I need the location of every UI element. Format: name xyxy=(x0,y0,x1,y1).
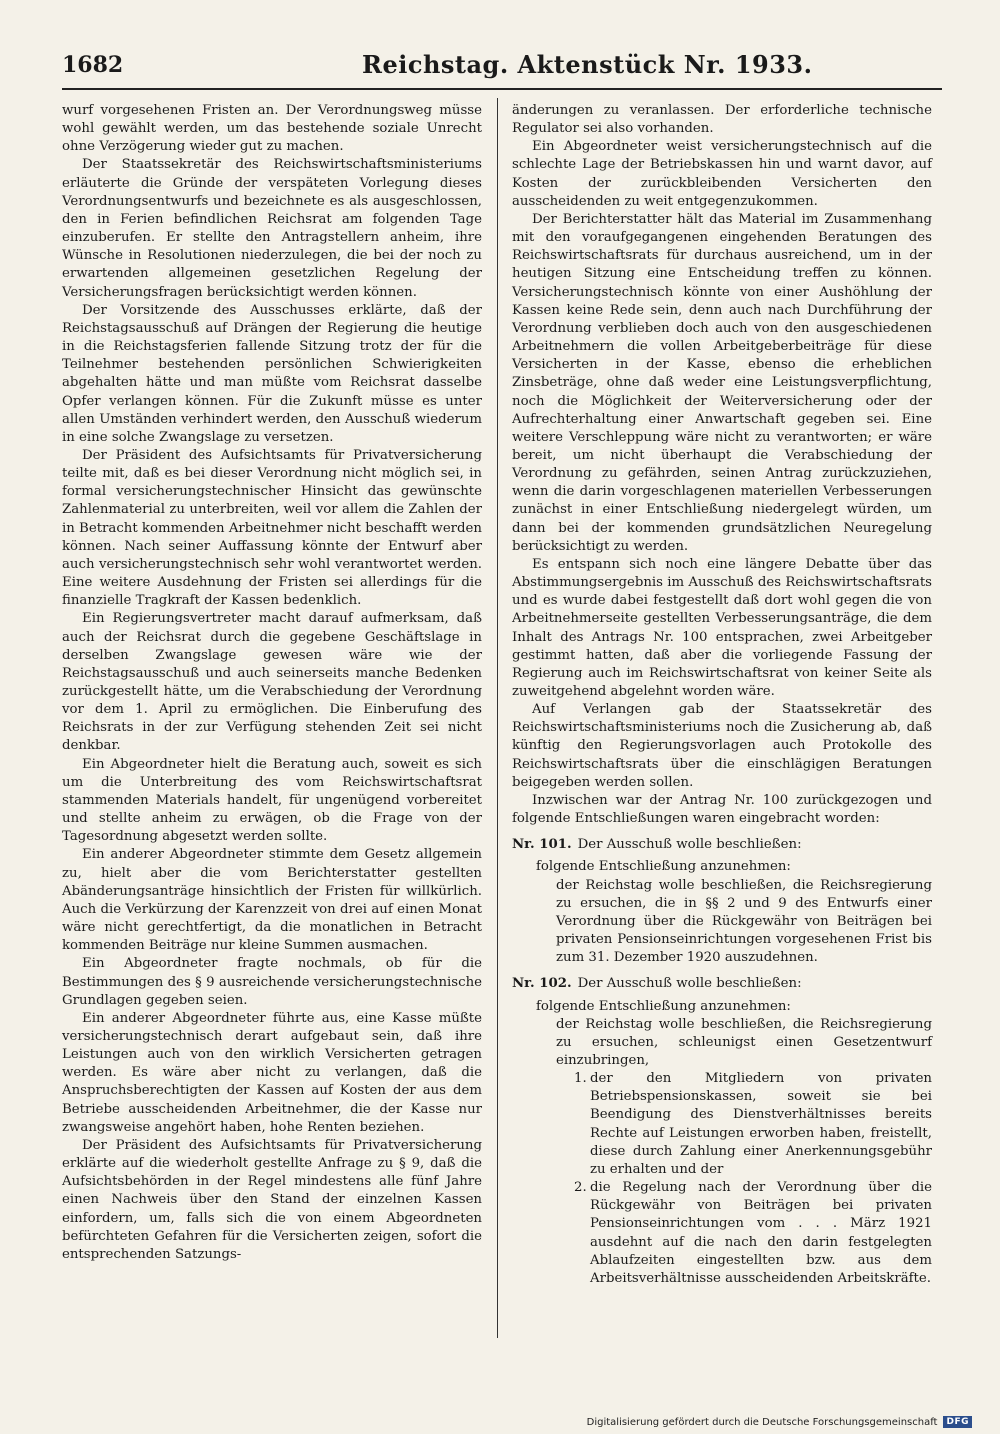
motion-items xyxy=(512,1070,932,1288)
motion-sub: folgende Entschließung anzunehmen: xyxy=(536,998,791,1014)
motion-lead: Der Ausschuß wolle beschließen: xyxy=(577,837,802,853)
page-number: 1682 xyxy=(62,52,124,78)
running-title: Reichstag. Aktenstück Nr. 1933. xyxy=(362,50,813,79)
item-number: 2. xyxy=(574,1180,587,1196)
paragraph: Inzwischen war der Antrag Nr. 100 zurückgezogen und folgende Entschließungen waren eingebracht worden: xyxy=(512,792,932,827)
motion-text: der Reichstag wolle beschließen, die Reichsregierung zu ersuchen, die in §§ 2 und 9 des Entwurfs einer Verordnung über die Rückgewähr von Beiträgen bei privaten Pensionseinrichtungen vorgesehenen Frist bis zum 31. Dezember 1920 auszudehnen. xyxy=(556,877,932,966)
paragraph: wurf vorgesehenen Fristen an. Der Verordnungsweg müsse wohl gewählt werden, um das bestehende soziale Unrecht ohne Verzögerung wieder gut zu machen. xyxy=(62,103,482,155)
paragraph: Ein Abgeordneter hielt die Beratung auch, soweit es sich um die Unterbreitung des vom Reichswirtschaftsrat stammenden Materials handelt, für ungenügend vorbereitet und stellte anheim zu erwägen, ob die Frage von der Tagesordnung abgesetzt werden sollte. xyxy=(62,756,482,845)
paragraph: Der Staatssekretär des Reichswirtschaftsministeriums erläuterte die Gründe der verspäteten Vorlegung dieses Verordnungsentwurfs und bezeichnete es als ausgeschlossen, den in Ferien befindlichen Reichsrat am folgenden Tage einzuberufen. Er stellte den Antragstellern anheim, ihre Wünsche in Resolutionen niederzulegen, die bei der noch zu erwartenden allgemeinen gesetzlichen Regelung der Versicherungsfragen berücksichtigt werden können. xyxy=(62,157,482,300)
paragraph: Der Vorsitzende des Ausschusses erklärte, daß der Reichstagsausschuß auf Drängen der Regierung die heutige in die Reichstagsferien fallende Sitzung trotz der für die Teilnehmer bestehenden persönlichen Schwierigkeiten abgehalten hätte und man müßte vom Reichsrat dasselbe Opfer verlangen können. Für die Zukunft müsse es unter allen Umständen verhindert werden, den Ausschuß wiederum in eine solche Zwangslage zu versetzen. xyxy=(62,302,482,445)
right-column xyxy=(512,102,932,1288)
paragraph: Ein anderer Abgeordneter stimmte dem Gesetz allgemein zu, hielt aber die vom Berichterstatter gestellten Abänderungsanträge hinsichtlich der Fristen für willkürlich. Auch die Verkürzung der Karenzzeit von drei auf einen Monat wäre nicht gerechtfertigt, da die monatlichen in Betracht kommenden Beiträge nur kleine Summen ausmachen. xyxy=(62,847,482,954)
credit-text: Digitalisierung gefördert durch die Deutsche Forschungsgemeinschaft xyxy=(586,1416,938,1428)
item-text: der den Mitgliedern von privaten Betriebspensionskassen, soweit sie bei Beendigung des Dienstverhältnisses bereits Rechte auf Leistungen erworben haben, freistellt, diese durch Zahlung einer Anerkennungsgebühr zu erhalten und der xyxy=(590,1071,932,1177)
paragraph: Der Präsident des Aufsichtsamts für Privatversicherung erklärte auf die wiederholt gestellte Anfrage zu § 9, daß die Aufsichtsbehörden in der Regel mindestens alle fünf Jahre einen Nachweis über den Stand der einzelnen Kassen einfordern, um, falls sich die von einem Abgeordneten befürchteten Gefahren für die Versicherten zeigen, sofort die entsprechenden Satzungs- xyxy=(62,1137,482,1262)
left-column xyxy=(62,102,482,1264)
paragraph: Der Berichterstatter hält das Material im Zusammenhang mit den voraufgegangenen eingehenden Beratungen des Reichswirtschaftsrats für durchaus ausreichend, um in der heutigen Sitzung eine Entscheidung treffen zu können. Versicherungstechnisch könnte von einer Aushöhlung der Kassen keine Rede sein, denn auch nach Durchführung der Verordnung verblieben doch auch von den ausgeschiedenen Arbeitnehmern die vollen Arbeitgeberbeiträge für diese Versicherten in der Kasse, ebenso die erheblichen Zinsbeträge, ohne daß weder eine Leistungsverpflichtung, noch die Möglichkeit der Weiterversicherung oder der Aufrechterhaltung einer Anwartschaft gegeben sei. Eine weitere Verschleppung wäre nicht zu verantworten; er wäre bereit, um nicht überhaupt die Verabschiedung der Verordnung zu gefährden, seinen Antrag zurückzuziehen, wenn die darin vorgeschlagenen materiellen Verbesserungen zunächst in einer Entschließung niedergelegt würden, um dann bei der kommenden grundsätzlichen Neuregelung berücksichtigt zu werden. xyxy=(512,211,932,554)
paragraph: Auf Verlangen gab der Staatssekretär des Reichswirtschaftsministeriums noch die Zusicherung ab, daß künftig den Regierungsvorlagen auch Protokolle des Reichswirtschaftsrats über die einschlägigen Beratungen beigegeben werden sollen. xyxy=(512,702,932,790)
dfg-logo: DFG xyxy=(943,1416,972,1428)
item-number: 1. xyxy=(574,1071,587,1087)
motion-sub: folgende Entschließung anzunehmen: xyxy=(536,859,791,875)
motion-number: Nr. 101. xyxy=(512,837,572,853)
paragraph: Ein Abgeordneter weist versicherungstechnisch auf die schlechte Lage der Betriebskassen hin und warnt davor, auf Kosten der zurückbleibenden Versicherten den ausscheidenden zu weit entgegenzukommen. xyxy=(512,139,932,209)
motion-lead: Der Ausschuß wolle beschließen: xyxy=(577,976,802,992)
motion-text: der Reichstag wolle beschließen, die Reichsregierung zu ersuchen, schleunigst einen Gesetzentwurf einzubringen, xyxy=(556,1016,932,1068)
paragraph: Ein anderer Abgeordneter führte aus, eine Kasse müßte versicherungstechnisch derart aufgebaut sein, daß ihre Leistungen auch von den wirklich Versicherten getragen werden. Es wäre aber nicht zu verlangen, daß die Anspruchsberechtigten der Kassen auf Kosten der aus dem Betriebe ausscheidenden Arbeitnehmer, die der Kasse nur zwangsweise angehört haben, hohe Renten beziehen. xyxy=(62,1010,482,1135)
paragraph: Ein Abgeordneter fragte nochmals, ob für die Bestimmungen des § 9 ausreichende versicherungstechnische Grundlagen gegeben seien. xyxy=(62,956,482,1008)
paragraph: Ein Regierungsvertreter macht darauf aufmerksam, daß auch der Reichsrat durch die gegebene Geschäftslage in derselben Zwangslage gewesen wäre wie der Reichstagsausschuß und auch seinerseits manche Bedenken zurückgestellt hätte, um die Verabschiedung der Verordnung vor dem 1. April zu ermöglichen. Die Einberufung des Reichsrats in der zur Verfügung stehenden Zeit sei nicht denkbar. xyxy=(62,611,482,754)
item-text: die Regelung nach der Verordnung über die Rückgewähr von Beiträgen bei privaten Pensionseinrichtungen vom . . . März 1921 ausdehnt auf die nach den darin festgelegten Ablaufzeiten eingestellten bzw. aus dem Arbeitsverhältnisse ausscheidenden Arbeitskräfte. xyxy=(590,1180,932,1286)
motion-heading xyxy=(512,836,932,854)
motion-number: Nr. 102. xyxy=(512,976,572,992)
list-item xyxy=(574,1179,932,1288)
motion-102 xyxy=(512,975,932,1288)
motion-101 xyxy=(512,836,932,967)
motion-heading xyxy=(512,975,932,993)
list-item xyxy=(574,1070,932,1179)
paragraph: Der Präsident des Aufsichtsamts für Privatversicherung teilte mit, daß es bei dieser Verordnung nicht möglich sei, in formal versicherungstechnischer Hinsicht das gewünschte Zahlenmaterial zu unterbreiten, weil vor allem die Zahlen der in Betracht kommenden Arbeitnehmer nicht beschafft werden können. Nach seiner Auffassung könnte der Entwurf aber auch versicherungstechnisch sehr wohl verantwortet werden. Eine weitere Ausdehnung der Fristen sei allerdings für die finanzielle Tragkraft der Kassen bedenklich. xyxy=(62,447,482,609)
digitization-credit xyxy=(587,1416,972,1428)
paragraph: Es entspann sich noch eine längere Debatte über das Abstimmungsergebnis im Ausschuß des Reichswirtschaftsrats und es wurde dabei festgestellt daß dort wohl gegen die von Arbeitnehmerseite gestellten Verbesserungsanträge, die dem Inhalt des Antrags Nr. 100 entsprachen, zwei Arbeitgeber gestimmt hatten, daß aber die vorliegende Fassung der Regierung auch im Reichswirtschaftsrat von keiner Seite als zuweitgehend abgelehnt worden wäre. xyxy=(512,556,932,699)
page-header xyxy=(62,48,942,90)
paragraph: änderungen zu veranlassen. Der erforderliche technische Regulator sei also vorhanden. xyxy=(512,103,932,137)
column-divider xyxy=(497,98,498,1338)
